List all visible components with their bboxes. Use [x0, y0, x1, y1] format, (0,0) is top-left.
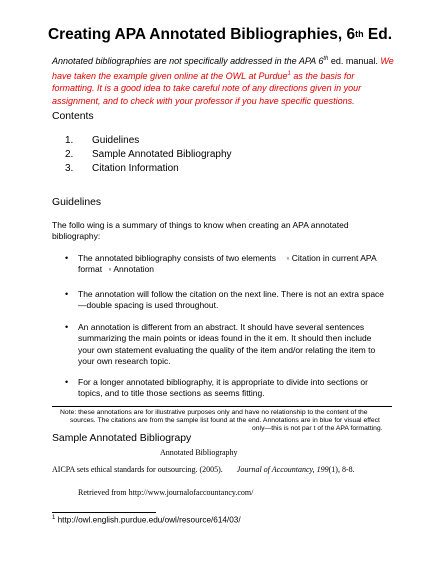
footnote: $^1$ http://owl.english.purdue.edu/owl/resource/614/03/	[52, 515, 241, 525]
citation-line: AICPA sets ethical standards for outsourcing. (2005). Journal of Accountancy, 199(1), 8-8.	[52, 465, 355, 474]
sample-center-title: Annotated Bibliography	[160, 448, 238, 457]
guidelines-lead: The follo wing is a summary of things to know when creating an APA annotated bibliography:	[52, 220, 349, 242]
toc-number: 1.	[65, 135, 74, 146]
bullet-dot: •	[65, 253, 69, 263]
note-line: only—this is not par t of the APA formatting.	[252, 425, 383, 432]
bullet-dot: •	[65, 289, 69, 299]
sample-heading: Sample Annotated Bibliograpy	[52, 433, 192, 444]
toc-number: 2.	[65, 149, 74, 160]
bullet-text: For a longer annotated bibliography, it is appropriate to divide into sections or topics, and to title those sections as seems fitting.	[78, 377, 368, 399]
note-line: sources. The citations are from the sample list found at the end. Annotations are in blue for visual effect	[70, 417, 380, 424]
note-line: Note: these annotations are for illustrative purposes only and have no relationship to the content of the	[60, 409, 368, 416]
sub-bullet-icon: ◦	[286, 253, 290, 263]
contents-heading: Contents	[52, 111, 94, 122]
bullet-dot: •	[65, 377, 69, 387]
bullet-text: The annotation will follow the citation on the next line. There is not an extra space—double spacing is used throughout.	[78, 289, 385, 311]
page-title: Creating APA Annotated Bibliographies, 6th Ed.	[47, 26, 393, 43]
toc-item-citation: Citation Information	[92, 163, 179, 174]
retrieved-line: Retrieved from http://www.journalofaccountancy.com/	[78, 488, 254, 497]
note-divider-top	[52, 406, 392, 407]
toc-item-guidelines: Guidelines	[92, 135, 140, 146]
bullet-text: An annotation is different from an abstract. It should have several sentences summarizing the main points or ideas found in the it em. It should then include your own statement evaluating the quality of the item and/or relating the item to your own research topic.	[78, 322, 376, 367]
bullet-dot: •	[65, 322, 69, 332]
intro-paragraph: Annotated bibliographies are not specifically addressed in the APA 6th ed. manual. We have taken the example given online at the OWL at Purdue$^1$ as the basis for formatting. It is a good idea to take careful note of any directions given in your assignment, and to check with your professor if you have specific questions.	[52, 56, 394, 106]
toc-item-sample: Sample Annotated Bibliography	[92, 149, 232, 160]
toc-number: 3.	[65, 163, 74, 174]
bullet-text: The annotated bibliography consists of two elements ◦ Citation in current APA	[78, 253, 377, 263]
sub-bullet-icon: ◦	[108, 264, 112, 274]
guidelines-heading: Guidelines	[52, 197, 102, 208]
footnote-divider	[52, 512, 156, 513]
bullet-text-cont: format ◦ Annotation	[78, 264, 155, 274]
